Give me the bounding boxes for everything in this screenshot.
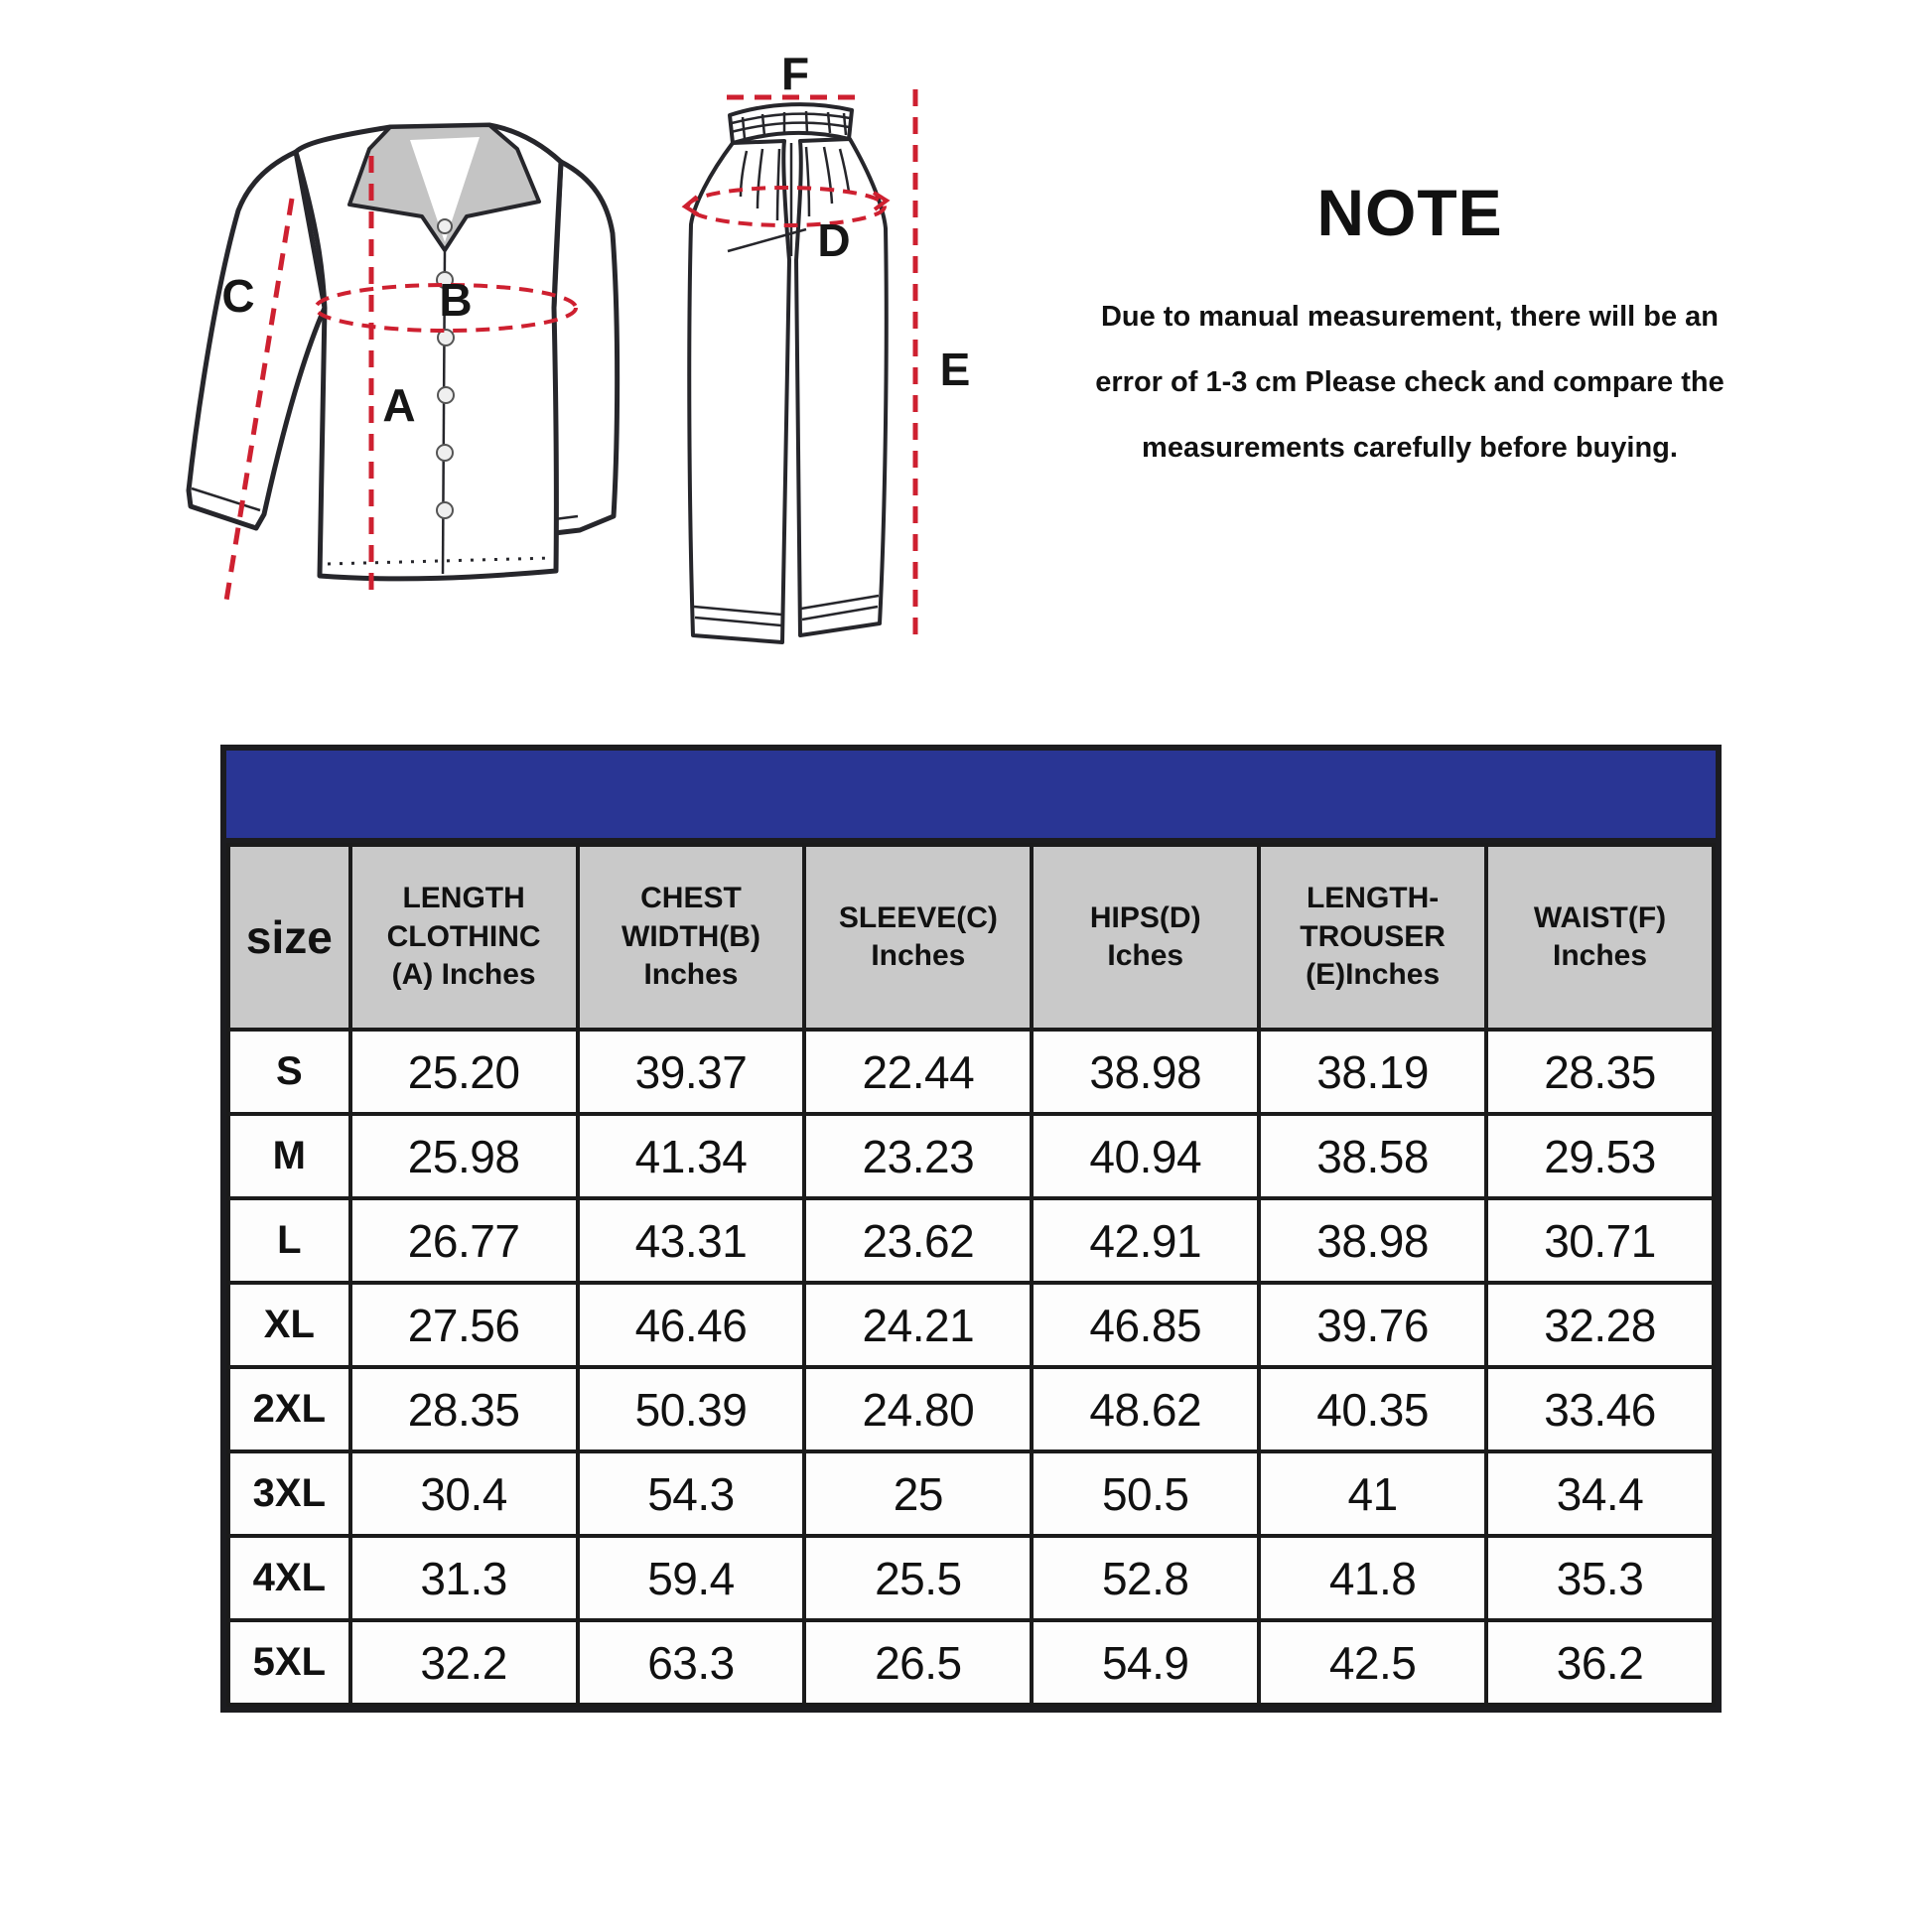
measurement-cell: 32.2 — [350, 1620, 578, 1705]
measurement-cell: 22.44 — [804, 1030, 1032, 1114]
note-title: NOTE — [1316, 176, 1503, 249]
measurement-cell: 36.2 — [1486, 1620, 1714, 1705]
measurement-cell: 25.20 — [350, 1030, 578, 1114]
col-header: WAIST(F) Inches — [1486, 845, 1714, 1030]
measurement-cell: 29.53 — [1486, 1114, 1714, 1198]
measurement-cell: 50.5 — [1032, 1451, 1259, 1536]
measurement-cell: 31.3 — [350, 1536, 578, 1620]
label-f: F — [780, 48, 810, 99]
measurement-cell: 27.56 — [350, 1283, 578, 1367]
table-row — [228, 1367, 1714, 1451]
measurement-cell: 42.5 — [1259, 1620, 1486, 1705]
col-header: LENGTH CLOTHINC (A) Inches — [350, 845, 578, 1030]
size-table-grid — [226, 843, 1716, 1707]
table-row — [228, 1114, 1714, 1198]
note-line: measurements carefully before buying. — [1142, 432, 1678, 464]
measurement-cell: 41.8 — [1259, 1536, 1486, 1620]
pants-drawing — [689, 104, 886, 642]
measurement-cell: 54.9 — [1032, 1620, 1259, 1705]
size-table — [220, 745, 1722, 1713]
measurement-cell: 30.4 — [350, 1451, 578, 1536]
measurement-cell: 26.5 — [804, 1620, 1032, 1705]
table-row — [228, 1620, 1714, 1705]
table-row — [228, 1283, 1714, 1367]
note-section — [1013, 175, 1807, 481]
table-row — [228, 1030, 1714, 1114]
measurement-cell: 25.98 — [350, 1114, 578, 1198]
shirt-drawing — [189, 125, 618, 579]
measurement-cell: 33.46 — [1486, 1367, 1714, 1451]
table-row — [228, 1198, 1714, 1283]
table-row — [228, 1451, 1714, 1536]
col-header-size: size — [228, 845, 350, 1030]
label-c: C — [221, 270, 255, 322]
measurement-cell: 28.35 — [350, 1367, 578, 1451]
measurement-cell: 43.31 — [578, 1198, 805, 1283]
measurement-cell: 23.23 — [804, 1114, 1032, 1198]
measurement-cell: 32.28 — [1486, 1283, 1714, 1367]
measurement-cell: 59.4 — [578, 1536, 805, 1620]
note-line: Due to manual measurement, there will be an — [1100, 301, 1720, 333]
measurement-cell: 54.3 — [578, 1451, 805, 1536]
table-row — [228, 1536, 1714, 1620]
measurement-cell: 24.21 — [804, 1283, 1032, 1367]
col-header: LENGTH- TROUSER (E)Inches — [1259, 845, 1486, 1030]
measurement-cell: 26.77 — [350, 1198, 578, 1283]
table-title-bar — [226, 751, 1716, 843]
measurement-cell: 28.35 — [1486, 1030, 1714, 1114]
row-size-label: M — [228, 1114, 350, 1198]
row-size-label: 2XL — [228, 1367, 350, 1451]
measurement-cell: 38.98 — [1032, 1030, 1259, 1114]
measurement-cell: 63.3 — [578, 1620, 805, 1705]
row-size-label: S — [228, 1030, 350, 1114]
shirt-left-sleeve — [189, 152, 325, 528]
row-size-label: 5XL — [228, 1620, 350, 1705]
measurement-cell: 39.76 — [1259, 1283, 1486, 1367]
label-b: B — [439, 274, 473, 326]
measurement-cell: 25.5 — [804, 1536, 1032, 1620]
row-size-label: XL — [228, 1283, 350, 1367]
col-header: SLEEVE(C) Inches — [804, 845, 1032, 1030]
measurement-cell: 23.62 — [804, 1198, 1032, 1283]
measurement-cell: 34.4 — [1486, 1451, 1714, 1536]
measurement-cell: 50.39 — [578, 1367, 805, 1451]
label-a: A — [382, 379, 416, 431]
measurement-cell: 24.80 — [804, 1367, 1032, 1451]
row-size-label: L — [228, 1198, 350, 1283]
measurement-cell: 41 — [1259, 1451, 1486, 1536]
measurement-cell: 35.3 — [1486, 1536, 1714, 1620]
measurement-cell: 38.19 — [1259, 1030, 1486, 1114]
measurement-cell: 46.46 — [578, 1283, 805, 1367]
measurement-cell: 41.34 — [578, 1114, 805, 1198]
measurement-cell: 52.8 — [1032, 1536, 1259, 1620]
header-row — [228, 845, 1714, 1030]
table-body — [228, 1030, 1714, 1705]
note-line: error of 1-3 cm Please check and compare the — [1095, 366, 1725, 398]
measurement-cell: 48.62 — [1032, 1367, 1259, 1451]
measurement-cell: 25 — [804, 1451, 1032, 1536]
col-header: CHEST WIDTH(B) Inches — [578, 845, 805, 1030]
label-e: E — [939, 344, 971, 395]
label-d: D — [817, 214, 851, 266]
measurement-cell: 38.58 — [1259, 1114, 1486, 1198]
measurement-cell: 42.91 — [1032, 1198, 1259, 1283]
measurement-cell: 30.71 — [1486, 1198, 1714, 1283]
row-size-label: 4XL — [228, 1536, 350, 1620]
measurement-cell: 46.85 — [1032, 1283, 1259, 1367]
measurement-cell: 40.35 — [1259, 1367, 1486, 1451]
col-header: HIPS(D) Iches — [1032, 845, 1259, 1030]
row-size-label: 3XL — [228, 1451, 350, 1536]
measurement-cell: 39.37 — [578, 1030, 805, 1114]
measurement-cell: 40.94 — [1032, 1114, 1259, 1198]
measurement-cell: 38.98 — [1259, 1198, 1486, 1283]
